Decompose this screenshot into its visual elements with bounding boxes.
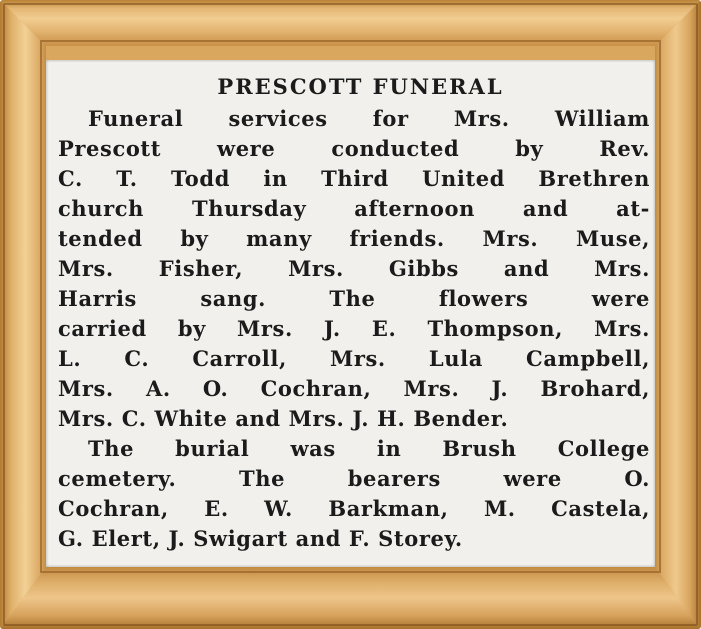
article-line: Mrs. A. O. Cochran, Mrs. J. Brohard, [58, 376, 650, 401]
article-line: The burial was in Brush College [88, 436, 650, 461]
article-body [58, 104, 650, 554]
article-line: Cochran, E. W. Barkman, M. Castela, [58, 496, 650, 521]
article-line: Harris sang. The flowers were [58, 286, 650, 311]
article-line: carried by Mrs. J. E. Thompson, Mrs. [58, 316, 650, 341]
article-line: C. T. Todd in Third United Brethren [58, 166, 650, 191]
article-line: Mrs. Fisher, Mrs. Gibbs and Mrs. [58, 256, 650, 281]
newspaper-clipping [50, 64, 651, 563]
article-line: tended by many friends. Mrs. Muse, [58, 226, 650, 251]
article-line: Funeral services for Mrs. William [88, 106, 650, 131]
headline: PRESCOTT FUNERAL [217, 74, 504, 99]
article-line: L. C. Carroll, Mrs. Lula Campbell, [58, 346, 650, 371]
article-line: church Thursday afternoon and at- [58, 196, 650, 221]
article-line: Prescott were conducted by Rev. [58, 136, 650, 161]
article-line: cemetery. The bearers were O. [58, 466, 650, 491]
article-line: Mrs. C. White and Mrs. J. H. Bender. [58, 406, 509, 431]
article-line: G. Elert, J. Swigart and F. Storey. [58, 526, 463, 551]
